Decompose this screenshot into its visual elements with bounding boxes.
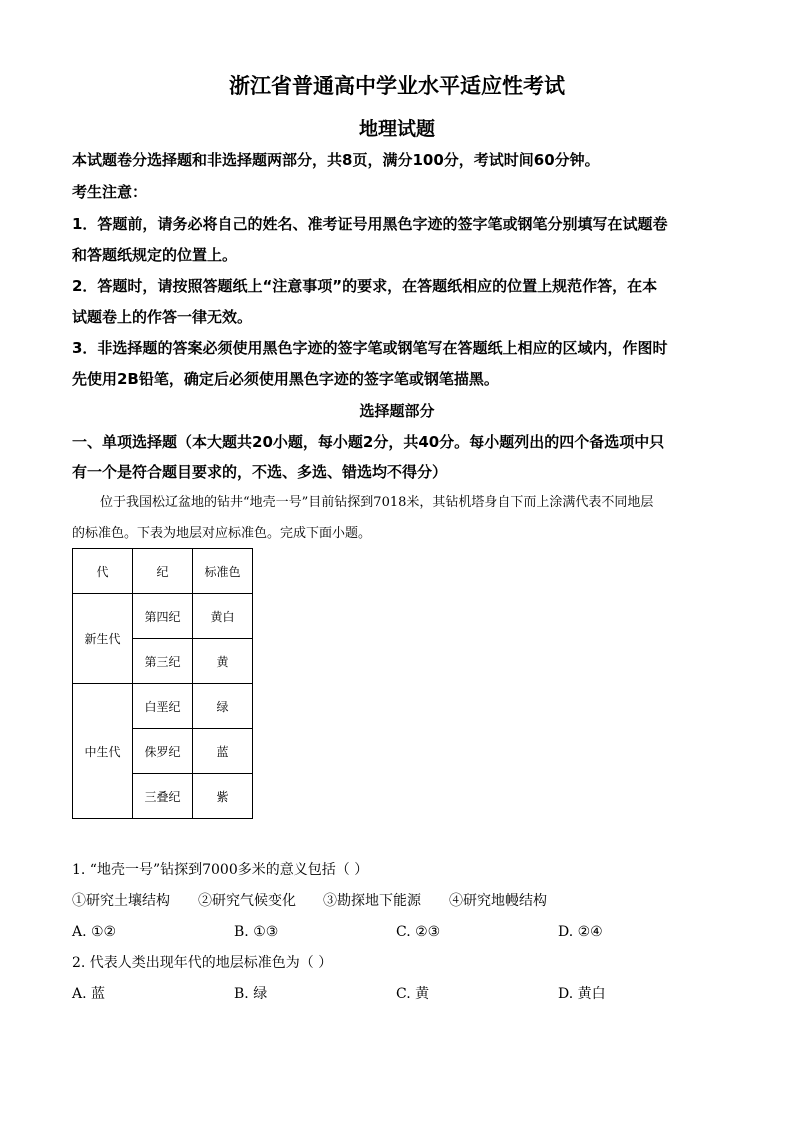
question-2-stem: 2. 代表人类出现年代的地层标准色为（ ） — [72, 955, 333, 971]
period-cell: 第三纪 — [133, 639, 193, 684]
notice-heading: 考生注意： — [72, 183, 148, 201]
era-cell: 新生代 — [73, 594, 133, 684]
era-cell: 中生代 — [73, 684, 133, 819]
exam-title: 浙江省普通高中学业水平适应性考试 — [229, 74, 565, 98]
question-2-option-d: D. 黄白 — [558, 986, 606, 1002]
notice-line: 试题卷上的作答一律无效。 — [72, 308, 253, 326]
color-cell: 蓝 — [193, 729, 253, 774]
table-header-cell: 代 — [73, 549, 133, 594]
table-header-cell: 标准色 — [193, 549, 253, 594]
exam-subtitle: 地理试题 — [358, 118, 435, 140]
table-header-cell: 纪 — [133, 549, 193, 594]
period-cell: 三叠纪 — [133, 774, 193, 819]
statement: ③勘探地下能源 — [323, 893, 421, 909]
passage-line: 位于我国松辽盆地的钻井“地壳一号”目前钻探到7018米，其钻机塔身自下而上涂满代表不同地层 — [100, 495, 654, 510]
passage-line: 的标准色。下表为地层对应标准色。完成下面小题。 — [72, 526, 372, 541]
statement: ④研究地幔结构 — [449, 893, 547, 909]
part-heading: 一、单项选择题（本大题共20小题，每小题2分，共40分。每小题列出的四个备选项中只 — [72, 433, 665, 451]
notice-line: 和答题纸规定的位置上。 — [72, 246, 238, 264]
statement: ②研究气候变化 — [198, 893, 296, 909]
question-2-option-b: B. 绿 — [234, 986, 268, 1002]
notice-line: 先使用2B铅笔，确定后必须使用黑色字迹的签字笔或钢笔描黑。 — [72, 370, 499, 388]
notice-line: 2．答题时，请按照答题纸上“注意事项”的要求，在答题纸相应的位置上规范作答，在本 — [72, 277, 658, 295]
period-cell: 第四纪 — [133, 594, 193, 639]
color-cell: 黄 — [193, 639, 253, 684]
statement: ①研究土壤结构 — [72, 893, 170, 909]
table-row — [73, 684, 253, 729]
strata-color-table — [72, 548, 253, 819]
section-title: 选择题部分 — [359, 402, 435, 420]
notice-line: 1．答题前，请务必将自己的姓名、准考证号用黑色字迹的签字笔或钢笔分别填写在试题卷 — [72, 215, 668, 233]
question-1-stem: 1. “地壳一号”钻探到7000多米的意义包括（ ） — [72, 862, 369, 878]
question-2-option-c: C. 黄 — [396, 986, 430, 1002]
question-1-option-c: C. ②③ — [396, 924, 441, 940]
intro-text: 本试题卷分选择题和非选择题两部分，共8页，满分100分，考试时间60分钟。 — [72, 151, 600, 169]
question-1-option-d: D. ②④ — [558, 924, 603, 940]
color-cell: 绿 — [193, 684, 253, 729]
table-header-row — [73, 549, 253, 594]
color-cell: 黄白 — [193, 594, 253, 639]
table-row — [73, 594, 253, 639]
question-2-option-a: A. 蓝 — [72, 986, 106, 1002]
period-cell: 侏罗纪 — [133, 729, 193, 774]
question-1-option-a: A. ①② — [72, 924, 117, 940]
part-heading: 有一个是符合题目要求的，不选、多选、错选均不得分） — [72, 463, 448, 481]
period-cell: 白垩纪 — [133, 684, 193, 729]
notice-line: 3．非选择题的答案必须使用黑色字迹的签字笔或钢笔写在答题纸上相应的区域内，作图时 — [72, 339, 668, 357]
question-1-option-b: B. ①③ — [234, 924, 279, 940]
color-cell: 紫 — [193, 774, 253, 819]
